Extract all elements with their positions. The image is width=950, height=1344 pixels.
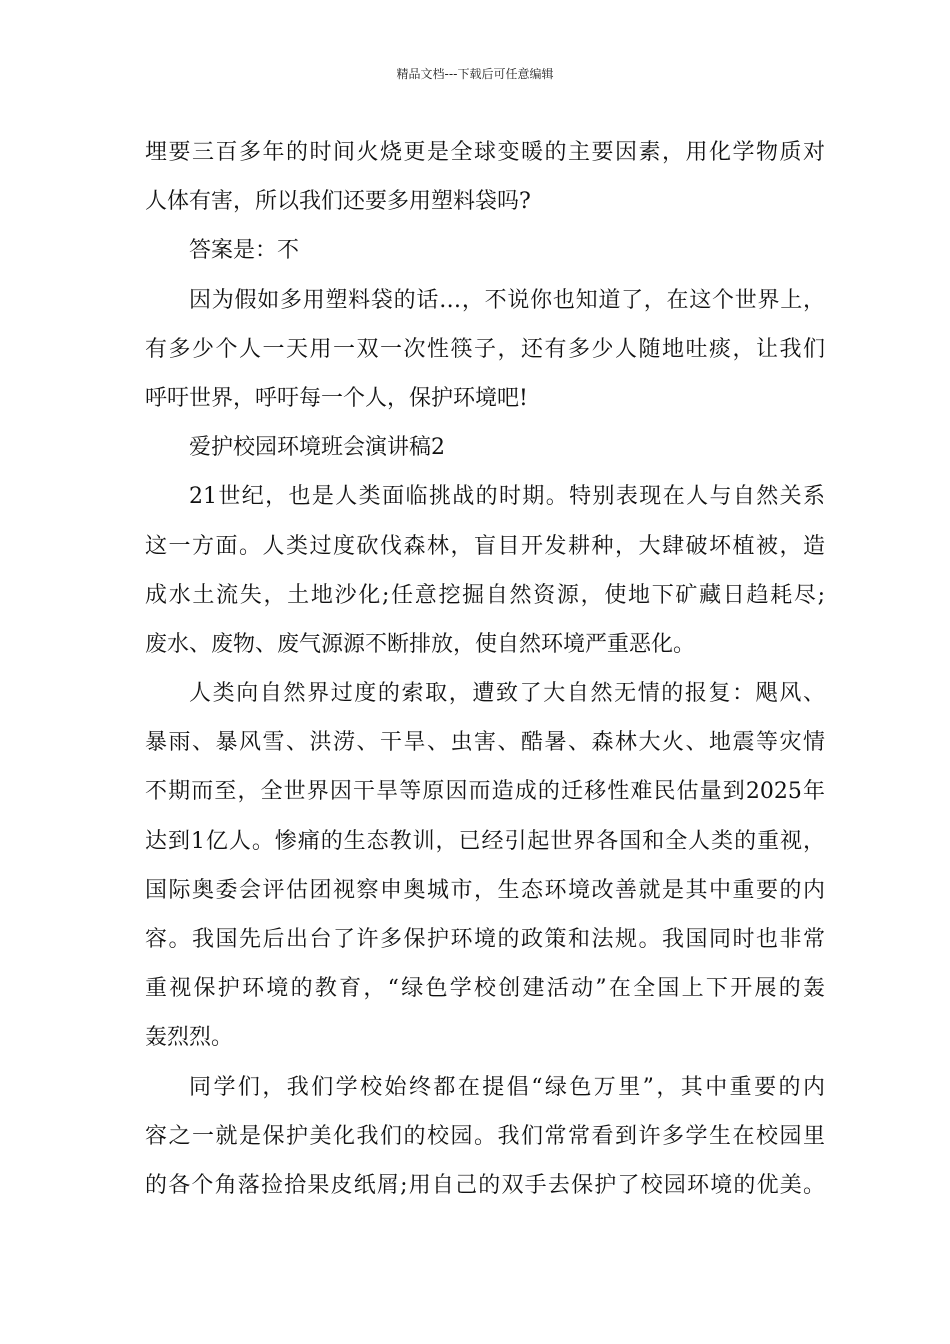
text-line: 这一方面。人类过度砍伐森林，盲目开发耕种，大肆破坏植被，造 <box>145 533 825 559</box>
text-line: 暴雨、暴风雪、洪涝、干旱、虫害、酷暑、森林大火、地震等灾情 <box>145 730 825 756</box>
text-line: 不期而至，全世界因干旱等原因而造成的迁移性难民估量到2025年 <box>145 779 825 805</box>
page-header: 精品文档---下载后可任意编辑 <box>396 67 554 81</box>
text-line: 的各个角落捡拾果皮纸屑;用自己的双手去保护了校园环境的优美。 <box>145 1172 825 1198</box>
text-line: 废水、废物、废气源源不断排放，使自然环境严重恶化。 <box>145 631 696 657</box>
text-line: 因为假如多用塑料袋的话…，不说你也知道了，在这个世界上， <box>189 287 825 313</box>
text-line: 爱护校园环境班会演讲稿2 <box>189 435 445 461</box>
text-line: 有多少个人一天用一双一次性筷子，还有多少人随地吐痰，让我们 <box>145 336 825 362</box>
text-line: 人类向自然界过度的索取，遭致了大自然无情的报复：飓风、 <box>189 681 825 707</box>
text-line: 21世纪，也是人类面临挑战的时期。特别表现在人与自然关系 <box>189 484 825 510</box>
text-line: 成水土流失，土地沙化;任意挖掘自然资源，使地下矿藏日趋耗尽; <box>145 582 825 608</box>
text-line: 同学们，我们学校始终都在提倡“绿色万里”，其中重要的内 <box>189 1074 825 1100</box>
text-line: 容。我国先后出台了许多保护环境的政策和法规。我国同时也非常 <box>145 927 825 952</box>
text-line: 国际奥委会评估团视察申奥城市，生态环境改善就是其中重要的内 <box>145 877 825 903</box>
document-body <box>145 128 825 1210</box>
text-line: 埋要三百多年的时间火烧更是全球变暖的主要因素，用化学物质对 <box>145 140 825 165</box>
text-line: 答案是：不 <box>189 238 300 264</box>
text-line: 轰烈烈。 <box>145 1025 234 1051</box>
text-line: 容之一就是保护美化我们的校园。我们常常看到许多学生在校园里 <box>145 1123 825 1149</box>
text-line: 达到1亿人。惨痛的生态教训，已经引起世界各国和全人类的重视， <box>145 828 825 854</box>
text-line: 重视保护环境的教育，“绿色学校创建活动”在全国上下开展的轰 <box>145 976 825 1002</box>
text-line: 呼吁世界，呼吁每一个人，保护环境吧! <box>145 385 528 411</box>
text-line: 人体有害，所以我们还要多用塑料袋吗? <box>145 189 531 215</box>
